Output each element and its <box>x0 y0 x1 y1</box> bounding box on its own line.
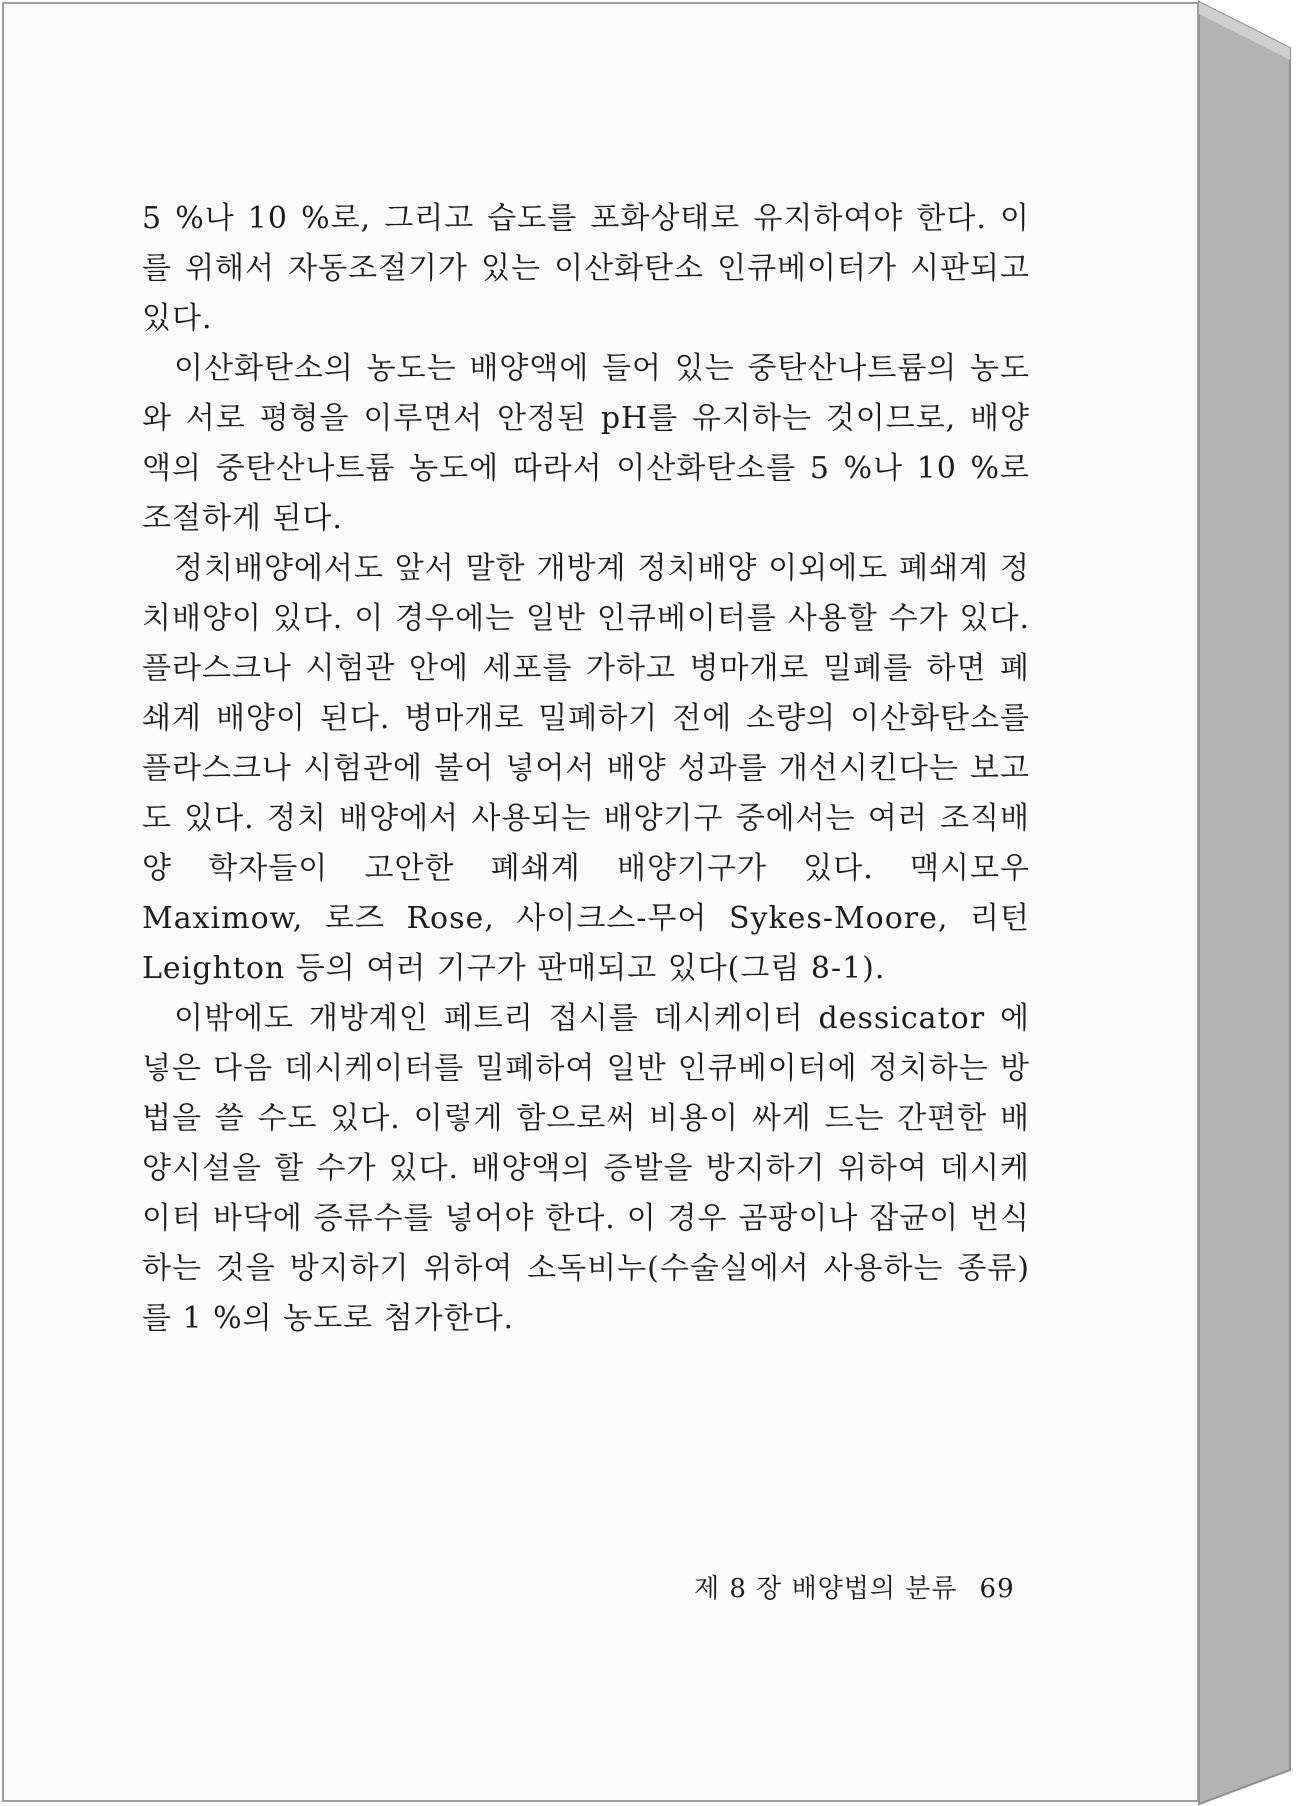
page-body <box>142 194 1030 1344</box>
page-footer <box>694 1568 1015 1605</box>
paragraph: 이산화탄소의 농도는 배양액에 들어 있는 중탄산나트륨의 농도와 서로 평형을 이루면서 안정된 pH를 유지하는 것이므로, 배양액의 중탄산나트륨 농도에 따라서 이산화탄소를 5 %나 10 %로 조절하게 된다. <box>142 351 1030 536</box>
paragraph: 5 %나 10 %로, 그리고 습도를 포화상태로 유지하여야 한다. 이를 위해서 자동조절기가 있는 이산화탄소 인큐베이터가 시판되고 있다. <box>142 201 1030 336</box>
paragraph: 이밖에도 개방계인 페트리 접시를 데시케이터 dessicator 에 넣은 다음 데시케이터를 밀폐하여 일반 인큐베이터에 정치하는 방법을 쓸 수도 있다. 이렇게 함으로써 비용이 싸게 드는 간편한 배양시설을 할 수가 있다. 배양액의 증발을 방지하기 위하여 데시케이터 바닥에 증류수를 넣어야 한다. 이 경우 곰팡이나 잡균이 번식하는 것을 방지하기 위하여 소독비누(수술실에서 사용하는 종류)를 1 %의 농도로 첨가한다. <box>142 1001 1030 1336</box>
chapter-title: 제 8 장 배양법의 분류 <box>694 1574 958 1604</box>
paragraph: 정치배양에서도 앞서 말한 개방계 정치배양 이외에도 폐쇄계 정치배양이 있다. 이 경우에는 일반 인큐베이터를 사용할 수가 있다. 플라스크나 시험관 안에 세포를 가하고 병마개로 밀폐를 하면 폐쇄계 배양이 된다. 병마개로 밀폐하기 전에 소량의 이산화탄소를 플라스크나 시험관에 불어 넣어서 배양 성과를 개선시킨다는 보고도 있다. 정치 배양에서 사용되는 배양기구 중에서는 여러 조직배양 학자들이 고안한 폐쇄계 배양기구가 있다. 맥시모우 Maximow, 로즈 Rose, 사이크스-무어 Sykes-Moore, 리턴 Leighton 등의 여러 기구가 판매되고 있다(그림 8-1). <box>142 551 1030 986</box>
page-number: 69 <box>979 1574 1015 1604</box>
book-page <box>2 2 1199 1802</box>
